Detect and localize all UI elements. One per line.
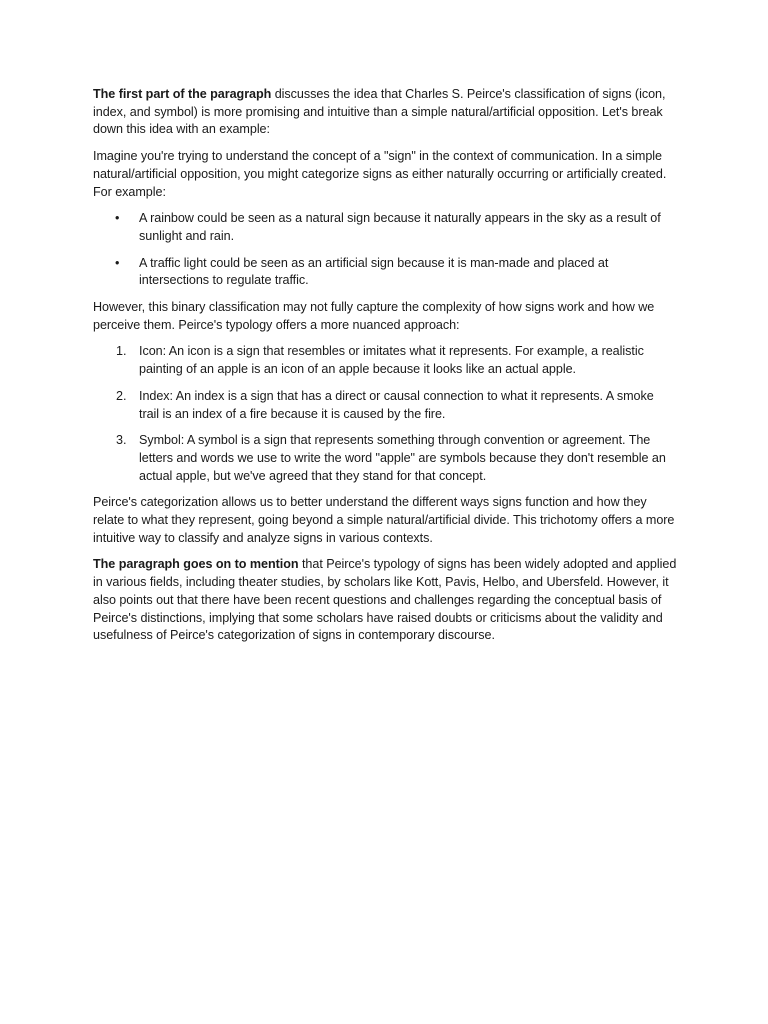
list-number: 1. <box>116 344 127 359</box>
list-item <box>93 343 677 378</box>
paragraph-example-setup: Imagine you're trying to understand the concept of a "sign" in the context of communication. In a simple natural/artificial opposition, you might categorize signs as either naturally occurring or artificially created. For example: <box>93 149 667 199</box>
conclusion-bold-lead: The paragraph goes on to mention <box>93 557 299 572</box>
list-number: 3. <box>116 433 127 448</box>
list-item-text: Symbol: A symbol is a sign that represents something through convention or agreement. The letters and words we use to write the word "apple" are symbols because they don't resemble an actual apple, but we've agreed that they stand for that concept. <box>139 433 666 483</box>
paragraph-binary-critique: However, this binary classification may not fully capture the complexity of how signs work and how we perceive them. Peirce's typology offers a more nuanced approach: <box>93 300 655 332</box>
intro-bold-lead: The first part of the paragraph <box>93 87 272 101</box>
bullet-text: A traffic light could be seen as an artificial sign because it is man-made and placed at intersections to regulate traffic. <box>139 255 609 288</box>
list-number: 2. <box>116 388 127 403</box>
paragraph-conclusion <box>93 556 677 645</box>
paragraph-categorization: Peirce's categorization allows us to better understand the different ways signs function and how they relate to what they represent, going beyond a simple natural/artificial divide. This trichotomy offers a more intuitive way to classify and analyze signs in various contexts. <box>93 495 675 545</box>
intro-text: discusses the idea that Charles S. Peirce's classification of signs (icon, index, and symbol) is more promising and intuitive than a simple natural/artificial opposition. Let's break down this idea with an example: <box>93 87 666 137</box>
conclusion-text: that Peirce's typology of signs has been widely adopted and applied in various fields, including theater studies, by scholars like Kott, Pavis, Helbo, and Ubersfeld. However, it also points out that there have been recent questions and challenges regarding the conceptual basis of Peirce's distinctions, implying that some scholars have raised doubts or criticisms about the validity and usefulness of Peirce's categorization of signs in contemporary discourse. <box>93 557 677 643</box>
paragraph-intro <box>93 86 677 139</box>
list-item <box>93 210 677 245</box>
bullet-marker: • <box>115 255 120 270</box>
bullet-marker: • <box>115 211 120 226</box>
bullet-text: A rainbow could be seen as a natural sign because it naturally appears in the sky as a result of sunlight and rain. <box>139 211 661 243</box>
typology-numbered-list <box>93 343 677 485</box>
list-item <box>93 255 677 290</box>
list-item-text: Icon: An icon is a sign that resembles or imitates what it represents. For example, a realistic painting of an apple is an icon of an apple because it looks like an actual apple. <box>139 344 644 377</box>
list-item-text: Index: An index is a sign that has a direct or causal connection to what it represents. A smoke trail is an index of a fire because it is caused by the fire. <box>139 388 654 421</box>
example-bullet-list <box>93 210 677 290</box>
list-item <box>93 388 677 423</box>
document-page <box>93 86 677 654</box>
list-item <box>93 432 677 485</box>
